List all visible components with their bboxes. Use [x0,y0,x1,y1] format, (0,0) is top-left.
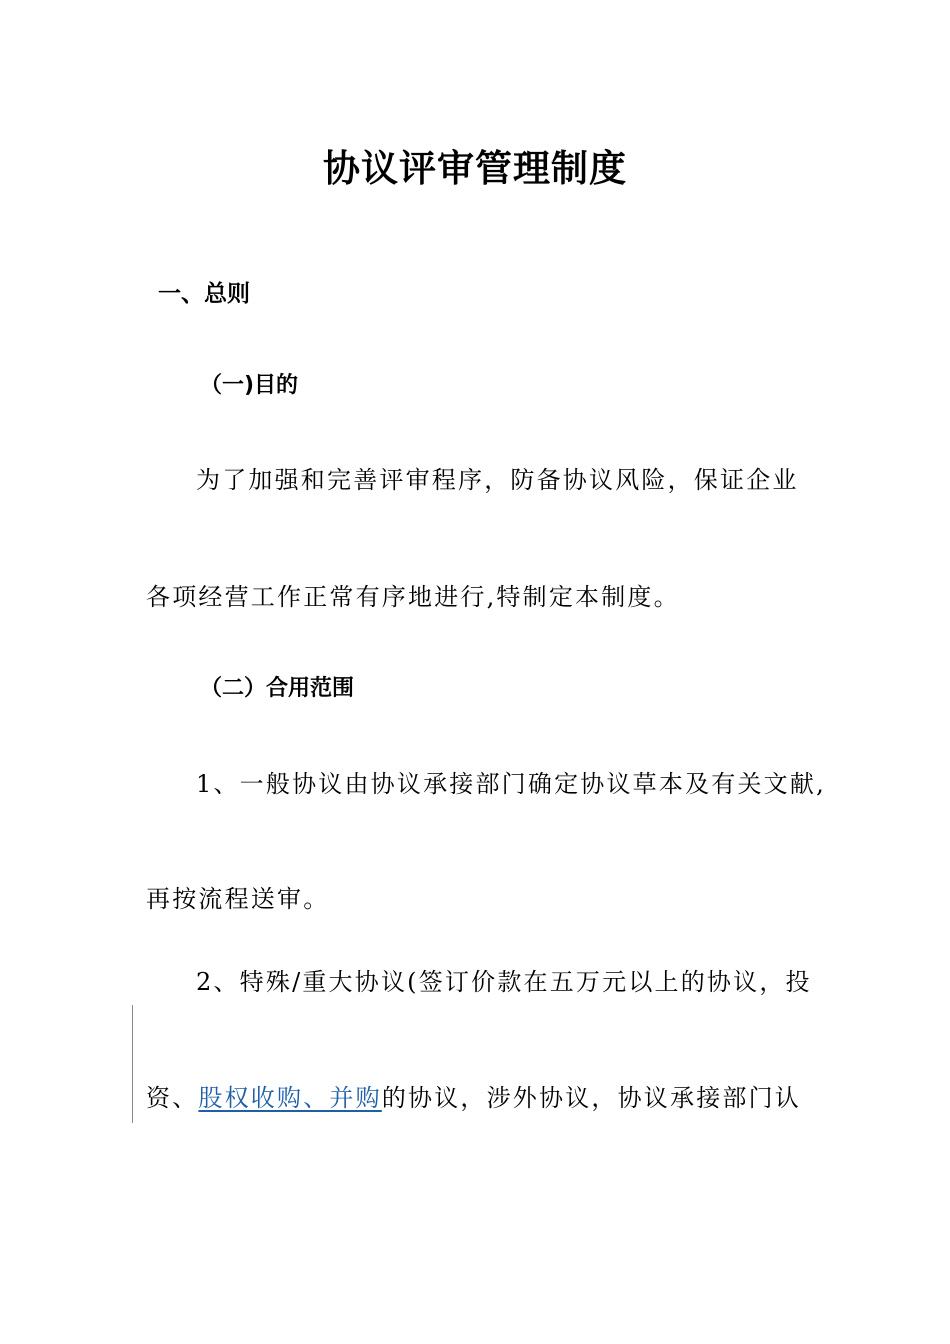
scope-item-2-line-1: 2、特殊/重大协议(签订价款在五万元以上的协议，投 [196,968,812,996]
scope-item-1-line-1: 1、一般协议由协议承接部门确定协议草本及有关文献, [196,770,826,798]
purpose-line-1: 为了加强和完善评审程序，防备协议风险，保证企业 [196,466,799,494]
scope-item-2-suffix: 的协议，涉外协议，协议承接部门认 [381,1084,802,1112]
scope-item-2-line-2 [146,1081,801,1115]
document-title: 协议评审管理制度 [323,146,627,190]
purpose-line-2: 各项经营工作正常有序地进行,特制定本制度。 [146,583,680,611]
section-heading-general: 一、总则 [158,281,250,307]
equity-acquisition-link[interactable]: 股权收购、并购 [198,1084,382,1112]
margin-change-bar [132,1005,133,1123]
scope-item-1-line-2: 再按流程送审。 [146,885,330,913]
subsection-heading-purpose: （一)目的 [200,373,299,398]
scope-item-2-prefix: 资、 [146,1084,199,1112]
subsection-heading-scope: （二）合用范围 [200,676,355,701]
